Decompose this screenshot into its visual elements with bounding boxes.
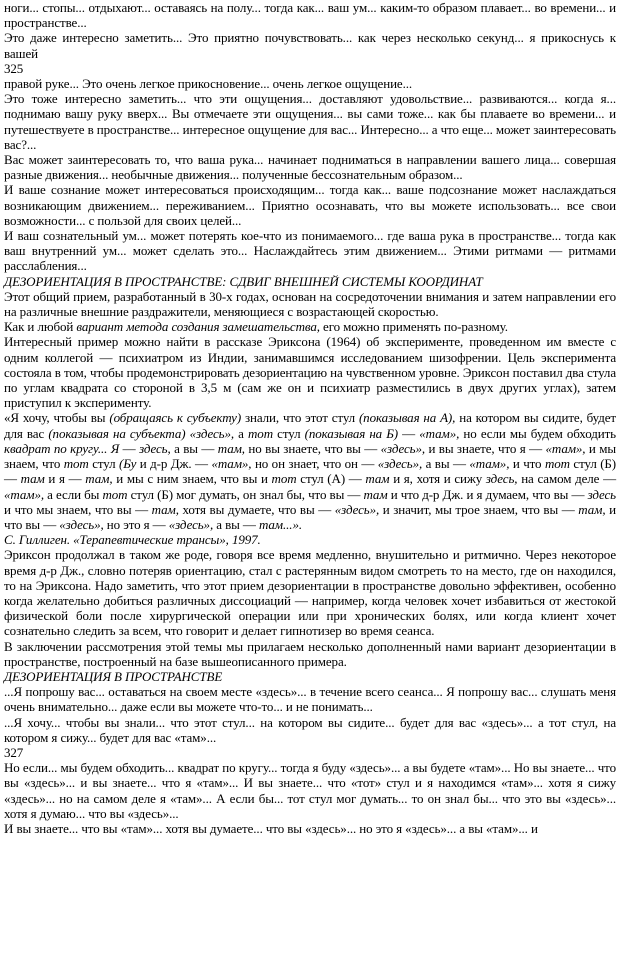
text-run: а если бы (44, 486, 103, 502)
text-run: а вы — (170, 440, 218, 456)
text-run: но если мы будем обходить (459, 425, 616, 441)
paragraph: правой руке... Это очень легкое прикосновение... очень легкое ощущение... (4, 76, 413, 92)
paragraph: Но если... мы будем обходить... квадрат по кругу... тогда я буду «здесь»... а вы будете «там»... Но вы знаете... что вы «здесь»... и вы знаете... что я «там»... И вы знаете... что «тот» стул и я находимся «там»... хотя я сижу «здесь»... но на самом деле я «там»... А если бы... тот стул мог думать... то он знал бы... что это вы «здесь»... хотя я думаю... что вы «здесь»... (4, 760, 616, 821)
italic-run: тот (271, 471, 297, 487)
italic-run: там (365, 471, 390, 487)
text-run: хотя вы думаете, что вы — (178, 501, 335, 517)
text-run: а вы — (422, 456, 470, 472)
italic-run: вариант метода создания замешательства, (76, 319, 320, 335)
page-number: 325 (4, 60, 24, 76)
paragraph-mixed (4, 319, 616, 334)
text-run: но это я — (103, 516, 169, 532)
italic-run: там, (578, 501, 606, 517)
italic-run: тот (544, 456, 570, 472)
text-run: и что вы — (4, 501, 616, 532)
paragraph: ноги... стопы... отдыхают... оставаясь на полу... тогда как... ваш ум... каким-то образом плавает... во времени... и пространстве... (4, 0, 616, 31)
text-run: и что д-р Дж. и я думаем, что вы — (387, 486, 588, 502)
text-run: и что (509, 456, 545, 472)
page-number: 327 (4, 744, 24, 760)
italic-run: «здесь», (59, 516, 104, 532)
paragraph: Это тоже интересно заметить... что эти ощущения... доставляют удовольствие... развиваются... когда я... поднимаю вашу руку вверх... Вы отмечаете эти ощущения... вы сами тоже... как бы плаваете во времени... и путешествуете в пространстве... интересное ощущение для вас... Интересно... а что еще... может заинтересовать вас?... (4, 91, 616, 152)
italic-run: «там», (419, 425, 460, 441)
text-run: и я, хотя и сижу (389, 471, 486, 487)
italic-run: (Бу (119, 456, 137, 472)
italic-run: «здесь», (380, 440, 425, 456)
text-run: и я — (44, 471, 86, 487)
italic-run: тот (102, 486, 128, 502)
italic-run: там...». (258, 516, 302, 532)
paragraph: Этот общий прием, разработанный в 30-х годах, основан на сосредоточении внимания и затем направлении его на различные внешние раздражители, меняющиеся с возрастающей скоростью. (4, 288, 616, 320)
text-run: — (119, 440, 140, 456)
italic-run: «там», (4, 486, 44, 502)
text-run: его можно применять по-разному. (319, 319, 508, 335)
text-run: стул (88, 456, 119, 472)
italic-run: здесь (587, 486, 616, 502)
text-run: на самом деле — (517, 471, 616, 487)
text-run: и мы знаем, что (4, 440, 617, 472)
italic-run: (показывая на субъекта) «здесь», (48, 425, 235, 441)
text-run: знали, что этот стул (241, 410, 359, 426)
paragraph: Эриксон продолжал в таком же роде, говоря все время медленно, внушительно и ритмично. Через некоторое время д-р Дж., словно потеряв ориентацию, стал с растерянным видом смотреть то на место, где он находился, то на Эриксона. Надо заметить, что этот прием дезориентации в пространстве довольно эффективен, особенно когда желательно добиться различных диссоциаций — например, когда человек хочет избавиться от жестокой физической боли после хирургической операции или при хронических болях, или когда клиент хочет сознательно следить за всем, что говорит и делает гипнотизер во время сеанса. (4, 547, 616, 639)
italic-run: (показывая на Б) (304, 425, 399, 441)
italic-run: здесь, (139, 440, 171, 456)
text-run: стул (273, 425, 305, 441)
text-run: но он знает, что он — (251, 456, 378, 472)
italic-run: квадрат по кругу... (4, 440, 108, 456)
text-run: и мы с ним знаем, что вы и (112, 471, 272, 487)
text-run: — (398, 425, 420, 441)
italic-run: (обращаясь к субъекту) (109, 410, 242, 426)
italic-run: «здесь», (377, 456, 423, 472)
text-run: и значит, мы трое знаем, что вы — (379, 501, 579, 517)
paragraph: В заключении рассмотрения этой темы мы прилагаем несколько дополненный нами вариант дезориентации в пространстве, построенный на базе вышеописанного примера. (4, 638, 616, 669)
italic-run: «там», (469, 456, 510, 472)
text-run: Как и любой (4, 319, 77, 335)
italic-run: там (363, 486, 388, 502)
text-run: стул (А) — (296, 471, 366, 487)
paragraph: И вы знаете... что вы «там»... хотя вы думаете... что вы «здесь»... но это я «здесь»... а вы «там»... и (4, 820, 538, 836)
citation: С. Гиллиген. «Терапевтические трансы», 1997. (4, 532, 261, 548)
italic-run: «там», (211, 456, 252, 472)
italic-run: там, (85, 471, 113, 487)
quote-paragraph (4, 410, 616, 532)
italic-run: «здесь», (334, 501, 380, 517)
italic-run: «здесь», (168, 516, 214, 532)
italic-run: там, (151, 501, 179, 517)
italic-run: тот (63, 456, 89, 472)
text-run: стул (Б) — (4, 456, 617, 487)
italic-run: Я (110, 440, 120, 456)
text-run: и д-р Дж. — (136, 456, 212, 472)
text-run: а (234, 425, 249, 441)
section-heading: ДЕЗОРИЕНТАЦИЯ В ПРОСТРАНСТВЕ: СДВИГ ВНЕШНЕЙ СИСТЕМЫ КООРДИНАТ (4, 273, 483, 289)
text-run: на котором вы сидите, будет для вас (4, 410, 617, 441)
paragraph: Интересный пример можно найти в рассказе Эриксона (1964) об эксперименте, проведенном им вместе с одним коллегой — психиатром из Индии, занимавшимся исследованием шизофрении. Цель эксперимента состояла в том, чтобы продемонстрировать дезориентацию на чувственном уровне. Эриксон поставил два стула по углам квадрата со стороной в 3,5 м (сам же он и психиатр разместились в двух других углах), затем приступил к эксперименту. (4, 334, 616, 411)
text-run: но вы знаете, что вы — (244, 440, 381, 456)
italic-run: там, (217, 440, 245, 456)
italic-run: там (20, 471, 45, 487)
paragraph: И ваш сознательный ум... может потерять кое-что из понимаемого... где ваша рука в пространстве... тогда как ваш внутренний ум... может сделать это... Наслаждайтесь этим движением... Этими ритмами — ритмами расслабления... (4, 228, 616, 274)
section-heading: ДЕЗОРИЕНТАЦИЯ В ПРОСТРАНСТВЕ (4, 668, 223, 684)
text-run: и что мы знаем, что вы — (4, 501, 152, 517)
italic-run: тот (248, 425, 273, 441)
text-run: а вы — (213, 516, 259, 532)
paragraph: ...Я попрошу вас... оставаться на своем месте «здесь»... в течение всего сеанса... Я попрошу вас... слушать меня очень внимательно... даже если вы можете что-то... и не понимать... (4, 684, 616, 715)
italic-run: здесь, (485, 471, 518, 487)
paragraph: Это даже интересно заметить... Это приятно почувствовать... как через несколько секунд... я прикоснусь к вашей (4, 30, 616, 61)
italic-run: «там», (545, 440, 586, 456)
paragraph: ...Я хочу... чтобы вы знали... что этот стул... на котором вы сидите... будет для вас «здесь»... а тот стул, на котором я сижу... будет для вас «там»... (4, 714, 616, 745)
text-run: и вы знаете, что я — (425, 440, 546, 456)
paragraph: Вас может заинтересовать то, что ваша рука... начинает подниматься в направлении вашего лица... совершая разные движения... необычные движения... полученные бессознательным образом... (4, 152, 616, 183)
italic-run: (показывая на А), (358, 410, 456, 426)
text-run: стул (Б) мог думать, он знал бы, что вы — (127, 486, 364, 502)
paragraph: И ваше сознание может интересоваться происходящим... тогда как... ваше подсознание может наслаждаться возникающим движением... переживанием... Приятно осознавать, что вы можете использовать... все свои возможности... с пользой для своих целей... (4, 182, 616, 228)
text-run: «Я хочу, чтобы вы (4, 410, 110, 426)
